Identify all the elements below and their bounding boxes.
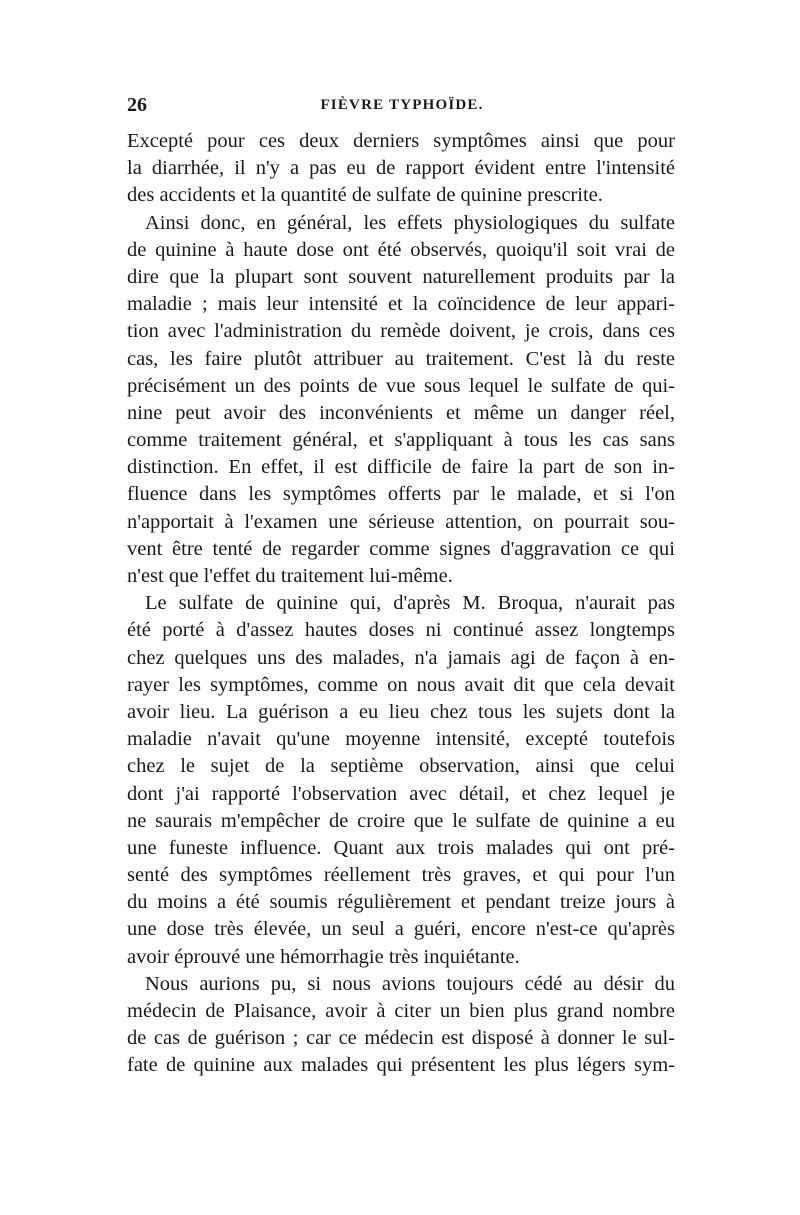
text-line: la diarrhée, il n'y a pas eu de rapport évident entre l'intensité	[127, 157, 675, 180]
page-number: 26	[127, 94, 147, 116]
text-line: maladie n'avait qu'une moyenne intensité, excepté toutefois	[127, 728, 675, 751]
text-line: de quinine à haute dose ont été observés, quoiqu'il soit vrai de	[127, 238, 675, 261]
text-line: dont j'ai rapporté l'observation avec détail, et chez lequel je	[127, 782, 675, 805]
page-header	[127, 94, 677, 118]
text-line: maladie ; mais leur intensité et la coïncidence de leur appari-	[127, 293, 675, 316]
text-line: été porté à d'assez hautes doses ni continué assez longtemps	[127, 619, 675, 642]
text-line: comme traitement général, et s'appliquant à tous les cas sans	[127, 429, 675, 452]
text-line: des accidents et la quantité de sulfate de quinine prescrite.	[127, 184, 603, 207]
text-line: ne saurais m'empêcher de croire que le sulfate de quinine a eu	[127, 809, 675, 832]
text-line: Nous aurions pu, si nous avions toujours cédé au désir du	[145, 972, 675, 995]
text-line: rayer les symptômes, comme on nous avait dit que cela devait	[127, 673, 675, 696]
text-line: Excepté pour ces deux derniers symptômes ainsi que pour	[127, 130, 675, 152]
text-line: vent être tenté de regarder comme signes d'aggravation ce qui	[127, 537, 675, 560]
text-line: senté des symptômes réellement très graves, et qui pour l'un	[127, 864, 675, 887]
text-line: n'apportait à l'examen une sérieuse attention, on pourrait sou-	[127, 510, 675, 533]
text-line: du moins a été soumis régulièrement et pendant treize jours à	[127, 891, 675, 914]
text-line: Le sulfate de quinine qui, d'après M. Broqua, n'aurait pas	[145, 592, 675, 615]
text-line: chez quelques uns des malades, n'a jamais agi de façon à en-	[127, 646, 675, 669]
text-line: cas, les faire plutôt attribuer au traitement. C'est là du reste	[127, 347, 675, 370]
text-line: une funeste influence. Quant aux trois malades qui ont pré-	[127, 836, 675, 859]
text-line: fate de quinine aux malades qui présentent les plus légers sym-	[127, 1054, 675, 1077]
text-line: médecin de Plaisance, avoir à citer un bien plus grand nombre	[127, 1000, 675, 1022]
body-text	[127, 128, 675, 1080]
text-line: n'est que l'effet du traitement lui-même.	[127, 565, 453, 587]
text-line: de cas de guérison ; car ce médecin est disposé à donner le sul-	[127, 1027, 675, 1050]
text-line: distinction. En effet, il est difficile de faire la part de son in-	[127, 456, 675, 479]
running-title: FIÈVRE TYPHOÏDE.	[320, 97, 484, 113]
text-line: avoir éprouvé une hémorrhagie très inquiétante.	[127, 945, 520, 968]
text-line: chez le sujet de la septième observation, ainsi que celui	[127, 755, 675, 778]
text-line: avoir lieu. La guérison a eu lieu chez tous les sujets dont la	[127, 700, 675, 723]
text-line: tion avec l'administration du remède doivent, je crois, dans ces	[127, 320, 675, 343]
text-line: nine peut avoir des inconvénients et même un danger réel,	[127, 401, 675, 424]
text-line: précisément un des points de vue sous lequel le sulfate de qui-	[127, 374, 675, 397]
text-line: Ainsi donc, en général, les effets physiologiques du sulfate	[145, 211, 675, 234]
text-line: fluence dans les symptômes offerts par le malade, et si l'on	[127, 483, 675, 506]
text-line: une dose très élevée, un seul a guéri, encore n'est-ce qu'après	[127, 918, 675, 941]
text-line: dire que la plupart sont souvent naturellement produits par la	[127, 265, 675, 288]
